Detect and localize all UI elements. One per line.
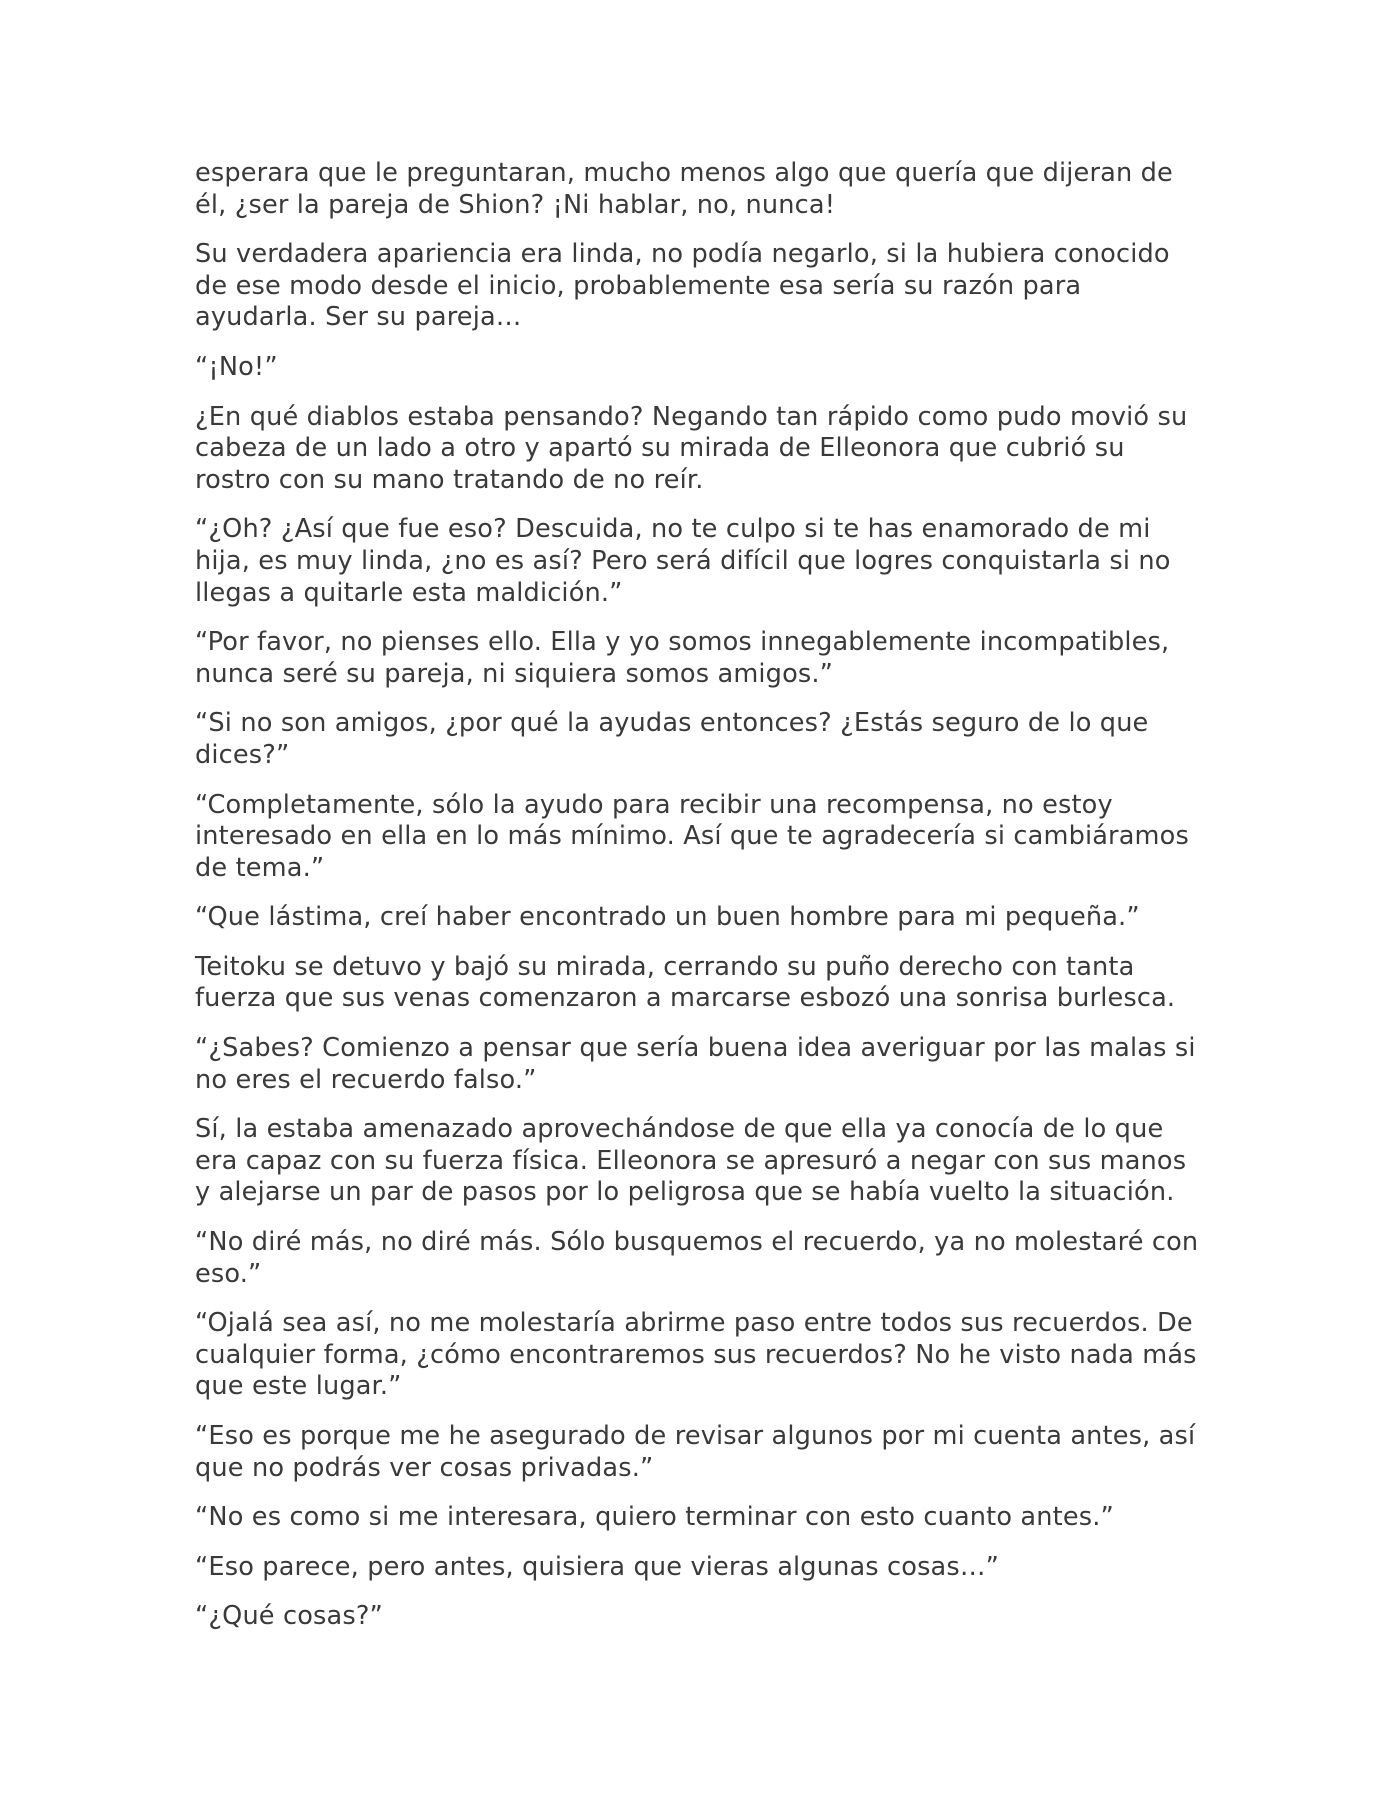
paragraph: Teitoku se detuvo y bajó su mirada, cerrando su puño derecho con tanta fuerza que sus venas comenzaron a marcarse esbozó una sonrisa burlesca. [195,951,1176,1014]
paragraph: “¿Sabes? Comienzo a pensar que sería buena idea averiguar por las malas si no eres el recuerdo falso.” [195,1033,1196,1095]
paragraph: Sí, la estaba amenazado aprovechándose de que ella ya conocía de lo que era capaz con su fuerza física. Elleonora se apresuró a negar con sus manos y alejarse un par de pasos por lo peligrosa que se había vuelto la situación. [195,1114,1187,1208]
paragraph: “Completamente, sólo la ayudo para recibir una recompensa, no estoy interesado en ella en lo más mínimo. Así que te agradecería si cambiáramos de tema.” [195,789,1189,883]
paragraph: “Eso parece, pero antes, quisiera que vieras algunas cosas…” [195,1551,1000,1582]
paragraph: “Por favor, no pienses ello. Ella y yo somos innegablemente incompatibles, nunca seré su pareja, ni siquiera somos amigos.” [195,627,1170,689]
paragraph: “¿Qué cosas?” [195,1601,383,1632]
paragraph: Su verdadera apariencia era linda, no podía negarlo, si la hubiera conocido de ese modo desde el inicio, probablemente esa sería su razón para ayudarla. Ser su pareja… [195,239,1170,333]
paragraph: “Ojalá sea así, no me molestaría abrirme paso entre todos sus recuerdos. De cualquier forma, ¿cómo encontraremos sus recuerdos? No he visto nada más que este lugar.” [195,1308,1197,1402]
paragraph: “No diré más, no diré más. Sólo busquemos el recuerdo, ya no molestaré con eso.” [195,1227,1199,1289]
paragraph: ¿En qué diablos estaba pensando? Negando tan rápido como pudo movió su cabeza de un lado a otro y apartó su mirada de Elleonora que cubrió su rostro con su mano tratando de no reír. [195,401,1188,495]
body-text [195,158,1207,1651]
paragraph: “No es como si me interesara, quiero terminar con esto cuanto antes.” [195,1502,1114,1533]
paragraph: esperara que le preguntaran, mucho menos algo que quería que dijeran de él, ¿ser la pareja de Shion? ¡Ni hablar, no, nunca! [195,158,1173,220]
paragraph: “¿Oh? ¿Así que fue eso? Descuida, no te culpo si te has enamorado de mi hija, es muy linda, ¿no es así? Pero será difícil que logres conquistarla si no llegas a quitarle esta maldición.” [195,514,1171,608]
paragraph: “Eso es porque me he asegurado de revisar algunos por mi cuenta antes, así que no podrás ver cosas privadas.” [195,1421,1196,1483]
paragraph: “Que lástima, creí haber encontrado un buen hombre para mi pequeña.” [195,902,1140,933]
paragraph: “Si no son amigos, ¿por qué la ayudas entonces? ¿Estás seguro de lo que dices?” [195,708,1149,770]
paragraph: “¡No!” [195,351,278,382]
